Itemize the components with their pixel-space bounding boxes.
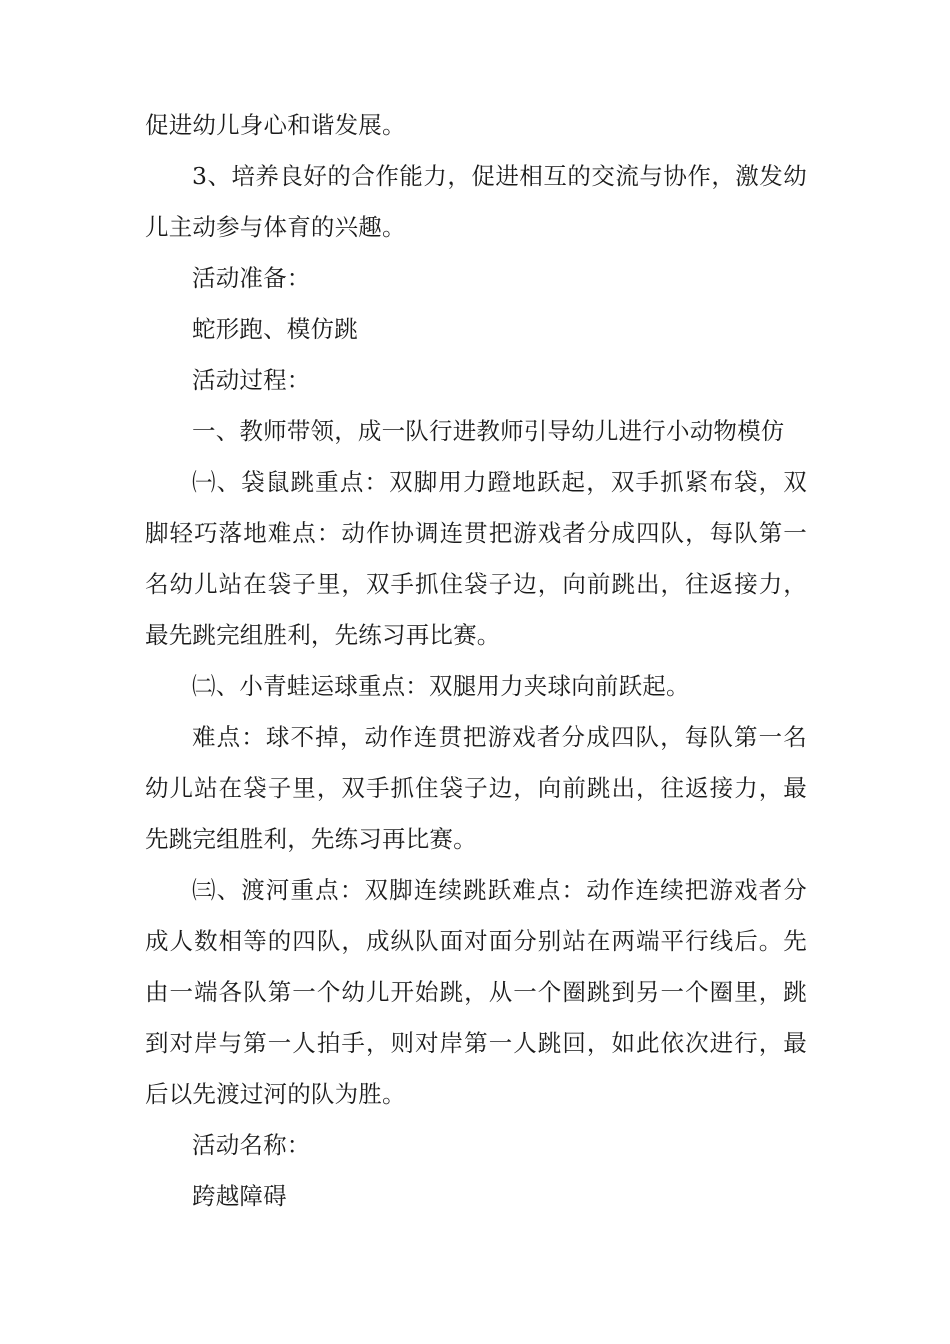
paragraph-goal-3: 3、培养良好的合作能力，促进相互的交流与协作，激发幼儿主动参与体育的兴趣。: [145, 162, 807, 241]
paragraph-activity-title: 跨越障碍: [192, 1182, 287, 1210]
heading-activity-process: 活动过程：: [192, 366, 311, 394]
paragraph-frog-ball-difficulty: 难点：球不掉，动作连贯把游戏者分成四队，每队第一名幼儿站在袋子里，双手抓住袋子边，向前跳出，往返接力，最先跳完组胜利，先练习再比赛。: [145, 723, 807, 853]
paragraph-frog-ball: ㈡、小青蛙运球重点：双腿用力夹球向前跃起。: [192, 672, 690, 700]
paragraph-river-crossing: ㈢、渡河重点：双脚连续跳跃难点：动作连续把游戏者分成人数相等的四队，成纵队面对面分别站在两端平行线后。先由一端各队第一个幼儿开始跳，从一个圈跳到另一个圈里，跳到对岸与第一人拍手，则对岸第一人跳回，如此依次进行，最后以先渡过河的队为胜。: [145, 876, 807, 1108]
paragraph-goal-continuation: 促进幼儿身心和谐发展。: [145, 111, 406, 139]
heading-activity-name: 活动名称：: [192, 1131, 311, 1159]
paragraph-preparation-items: 蛇形跑、模仿跳: [192, 315, 358, 343]
heading-activity-preparation: 活动准备：: [192, 264, 311, 292]
paragraph-kangaroo-jump: ㈠、袋鼠跳重点：双脚用力蹬地跃起，双手抓紧布袋，双脚轻巧落地难点：动作协调连贯把游戏者分成四队，每队第一名幼儿站在袋子里，双手抓住袋子边，向前跳出，往返接力，最先跳完组胜利，先练习再比赛。: [145, 468, 807, 649]
document-body: [145, 100, 807, 1222]
paragraph-step-1: 一、教师带领，成一队行进教师引导幼儿进行小动物模仿: [192, 417, 785, 445]
